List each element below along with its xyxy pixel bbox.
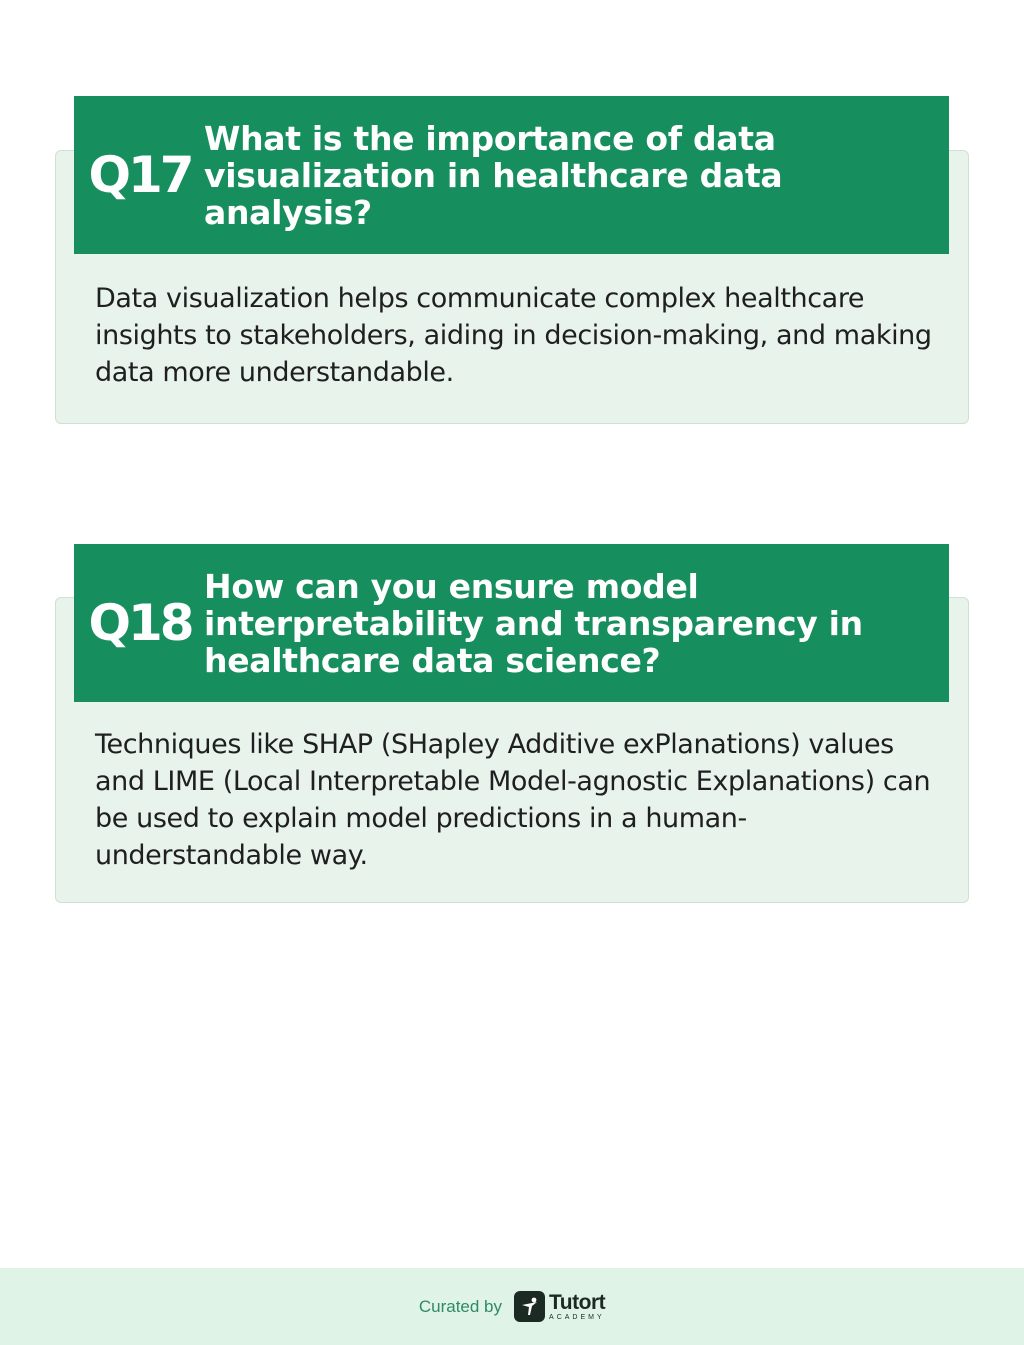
answer-text: Techniques like SHAP (SHapley Additive exPlanations) values and LIME (Local Interpretable Model-agnostic Explanations) can be used to explain model predictions in a human-understandable way.	[95, 729, 931, 871]
footer	[0, 1268, 1024, 1345]
tutort-logo-icon	[514, 1291, 545, 1322]
brand-logo	[549, 1292, 605, 1321]
brand-subtitle: ACADEMY	[549, 1314, 605, 1321]
question-number: Q18	[88, 594, 192, 652]
curated-by-label: Curated by	[418, 1296, 503, 1316]
question-number: Q17	[88, 146, 192, 204]
brand-name: Tutort	[549, 1291, 606, 1314]
question-title: What is the importance of data visualization in healthcare data analysis?	[204, 118, 783, 232]
answer-text: Data visualization helps communicate complex healthcare insights to stakeholders, aiding in decision-making, and making data more understandable.	[95, 283, 932, 388]
question-header-q17	[74, 96, 949, 254]
question-header-q18	[74, 544, 949, 702]
question-title: How can you ensure model interpretability and transparency in healthcare data science?	[204, 566, 863, 680]
